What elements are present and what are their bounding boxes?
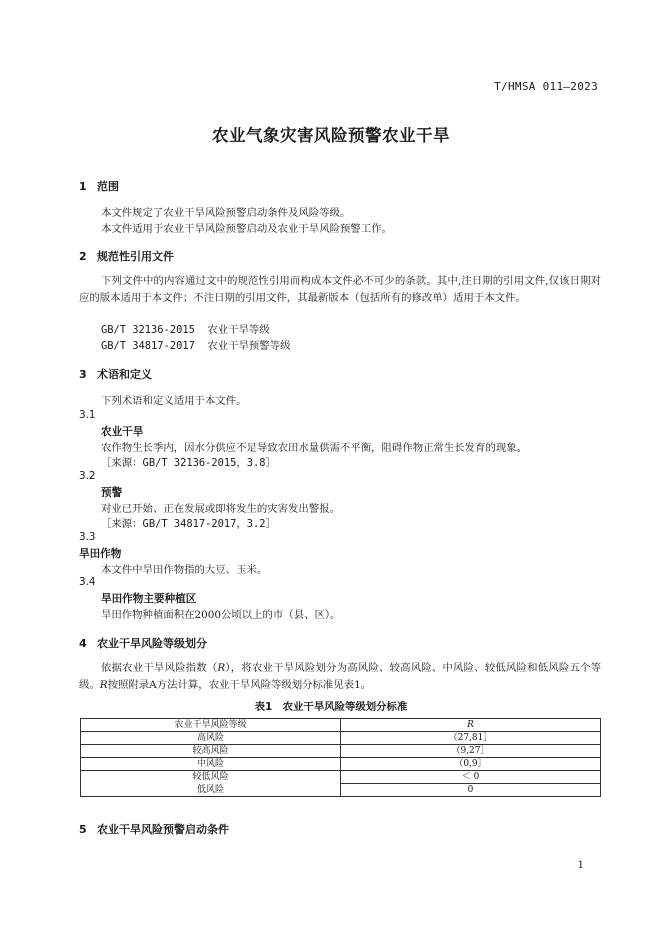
term-3-3-name: 旱田作物 (79, 548, 122, 560)
table-row (81, 784, 601, 797)
term-3-1-number: 3.1 (79, 409, 96, 421)
range-cell: （0,9］ (341, 758, 601, 771)
term-3-3-definition: 本文件中旱田作物指的大豆、玉米。 (101, 564, 268, 576)
table-1-caption: 表1 农业干旱风险等级划分标准 (254, 701, 408, 713)
section-2-heading (79, 248, 174, 264)
table-row (81, 771, 601, 784)
reference-2: GB/T 34817-2017 农业干旱预警等级 (101, 340, 291, 352)
section-3-title: 术语和定义 (97, 368, 152, 381)
document-title: 农业气象灾害风险预警农业干旱 (212, 126, 450, 145)
risk-index-symbol-2: R (99, 678, 108, 691)
term-3-1-name: 农业干旱 (101, 426, 144, 438)
scope-line-2: 本文件适用于农业干旱风险预警启动及农业干旱风险预警工作。 (101, 223, 392, 235)
header-r: R (341, 719, 601, 732)
section-1-heading (79, 178, 119, 194)
term-3-1-source: ［来源：GB/T 32136-2015，3.8］ (101, 457, 276, 469)
level-cell: 中风险 (81, 758, 341, 771)
level-cell: 高风险 (81, 732, 341, 745)
term-3-3-number: 3.3 (79, 531, 96, 543)
table-row (81, 745, 601, 758)
term-3-2-number: 3.2 (79, 470, 96, 482)
range-cell: （27,81］ (341, 732, 601, 745)
page-number: 1 (577, 860, 584, 871)
section-3-heading (79, 366, 152, 382)
range-cell: ＜ 0 (341, 771, 601, 784)
section-4-title: 农业干旱风险等级划分 (97, 637, 207, 650)
risk-paragraph-part-b: ），将农业干旱风险划分为高风险、较高风险、中风险、较低风险和低风险五个等级。 (79, 662, 601, 691)
table-row (81, 732, 601, 745)
risk-paragraph-part-c: 按照附录A方法计算，农业干旱风险等级划分标准见表1。 (107, 678, 372, 691)
table-header-row (81, 719, 601, 732)
term-3-4-number: 3.4 (79, 576, 96, 588)
section-2-number: 2 (79, 250, 87, 263)
section-5-heading (79, 821, 229, 837)
section-4-heading (79, 635, 207, 651)
section-5-title: 农业干旱风险预警启动条件 (97, 823, 229, 836)
normative-references-paragraph: 下列文件中的内容通过文中的规范性引用而构成本文件必不可少的条款。其中,注日期的引用文件,仅该日期对应的版本适用于本文件；不注日期的引用文件，其最新版本（包括所有的修改单）适用于本文件。 (79, 275, 601, 304)
term-3-2-source: ［来源：GB/T 34817-2017，3.2］ (101, 518, 276, 530)
terms-intro: 下列术语和定义适用于本文件。 (101, 395, 247, 407)
term-3-2-name: 预警 (101, 487, 123, 499)
standard-number: T/HMSA 011—2023 (494, 80, 598, 93)
risk-level-paragraph (79, 660, 601, 693)
term-3-4-name: 旱田作物主要种植区 (101, 593, 197, 605)
level-cell: 较低风险 (81, 771, 341, 784)
term-3-1-definition: 农作物生长季内，因水分供应不足导致农田水量供需不平衡，阻碍作物正常生长发育的现象。 (101, 442, 528, 454)
scope-line-1: 本文件规定了农业干旱风险预警启动条件及风险等级。 (101, 207, 351, 219)
level-cell: 低风险 (81, 784, 341, 797)
risk-paragraph-part-a: 依据农业干旱风险指数（ (101, 662, 218, 674)
risk-index-symbol: R (217, 662, 226, 674)
section-3-number: 3 (79, 368, 87, 381)
section-5-number: 5 (79, 823, 87, 836)
header-risk-level: 农业干旱风险等级 (81, 719, 341, 732)
level-cell: 较高风险 (81, 745, 341, 758)
reference-1: GB/T 32136-2015 农业干旱等级 (101, 324, 270, 336)
section-1-title: 范围 (97, 180, 119, 193)
section-2-title: 规范性引用文件 (97, 250, 174, 263)
term-3-2-definition: 对业已开始、正在发展或即将发生的灾害发出警报。 (101, 503, 340, 515)
range-cell: 0 (341, 784, 601, 797)
range-cell: （9,27］ (341, 745, 601, 758)
risk-level-table (80, 718, 601, 797)
section-4-number: 4 (79, 637, 87, 650)
term-3-4-definition: 旱田作物种植面积在2000公顷以上的市（县、区）。 (101, 609, 341, 621)
section-1-number: 1 (79, 180, 87, 193)
table-row (81, 758, 601, 771)
